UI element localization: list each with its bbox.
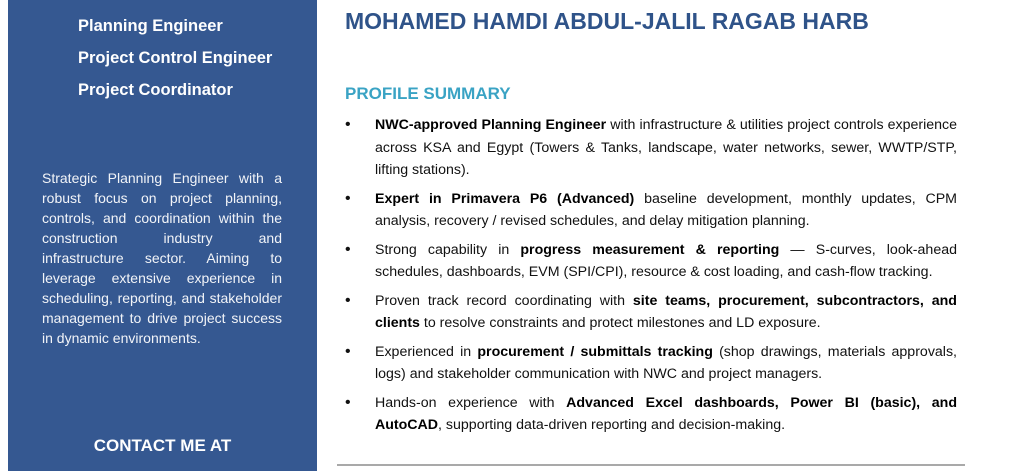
- bullet-text: baseline development, monthly updates, CPM analysis, recovery / revised schedules, and delay mitigation planning.: [375, 190, 958, 229]
- role-title: Project Control Engineer: [78, 49, 273, 67]
- bullet-text: Strong capability in: [375, 241, 521, 258]
- bullet-bold-text: NWC-approved Planning Engineer: [375, 117, 607, 133]
- summary-bullet: [345, 114, 957, 182]
- summary-bullet: [345, 290, 957, 335]
- bullet-bold-text: procurement / submittals tracking: [477, 343, 713, 360]
- bullet-text: Experienced in: [375, 343, 478, 360]
- contact-heading: CONTACT ME AT: [93, 436, 232, 455]
- sidebar-summary: Strategic Planning Engineer with a robust focus on project planning, controls, and coordination within the construction industry and infrastructure sector. Aiming to leverage extensive experience in scheduling, reporting, and stakeholder management to drive project success in dynamic environments.: [42, 170, 282, 346]
- bullet-bold-text: Advanced Excel dashboards, Power BI (basic), and AutoCAD: [375, 394, 957, 433]
- bullet-bold-text: progress measurement & reporting: [520, 241, 780, 258]
- bullet-text: Hands-on experience with: [375, 394, 567, 411]
- section-title: PROFILE SUMMARY: [345, 84, 511, 103]
- bullet-bold-text: site teams, procurement, subcontractors, and clients: [375, 292, 957, 331]
- bullet-text: (shop drawings, materials approvals, logs) and stakeholder communication with NWC and project managers.: [375, 343, 957, 382]
- section-divider: [337, 464, 965, 466]
- bullet-text: , supporting data-driven reporting and decision-making.: [438, 417, 786, 433]
- bullet-text: Proven track record coordinating with: [375, 292, 633, 309]
- bullet-bold-text: Expert in Primavera P6 (Advanced): [375, 190, 635, 207]
- summary-bullet: [345, 341, 957, 386]
- bullet-text: — S-curves, look-ahead schedules, dashboards, EVM (SPI/CPI), resource & cost loading, and cash-flow tracking.: [375, 241, 957, 280]
- summary-bullet: [345, 239, 957, 284]
- summary-bullet: [345, 188, 957, 233]
- bullet-text: with infrastructure & utilities project controls experience across KSA and Egypt (Towers & Tanks, landscape, water networks, sewer, WWTP/STP, lifting stations).: [375, 117, 957, 178]
- profile-summary-list: [345, 114, 957, 443]
- summary-bullet: [345, 392, 957, 437]
- bullet-text: to resolve constraints and protect milestones and LD exposure.: [419, 315, 821, 331]
- role-title: Planning Engineer: [78, 17, 223, 35]
- sidebar: [8, 0, 317, 471]
- role-title: Project Coordinator: [78, 81, 233, 99]
- candidate-name: MOHAMED HAMDI ABDUL-JALIL RAGAB HARB: [345, 8, 869, 34]
